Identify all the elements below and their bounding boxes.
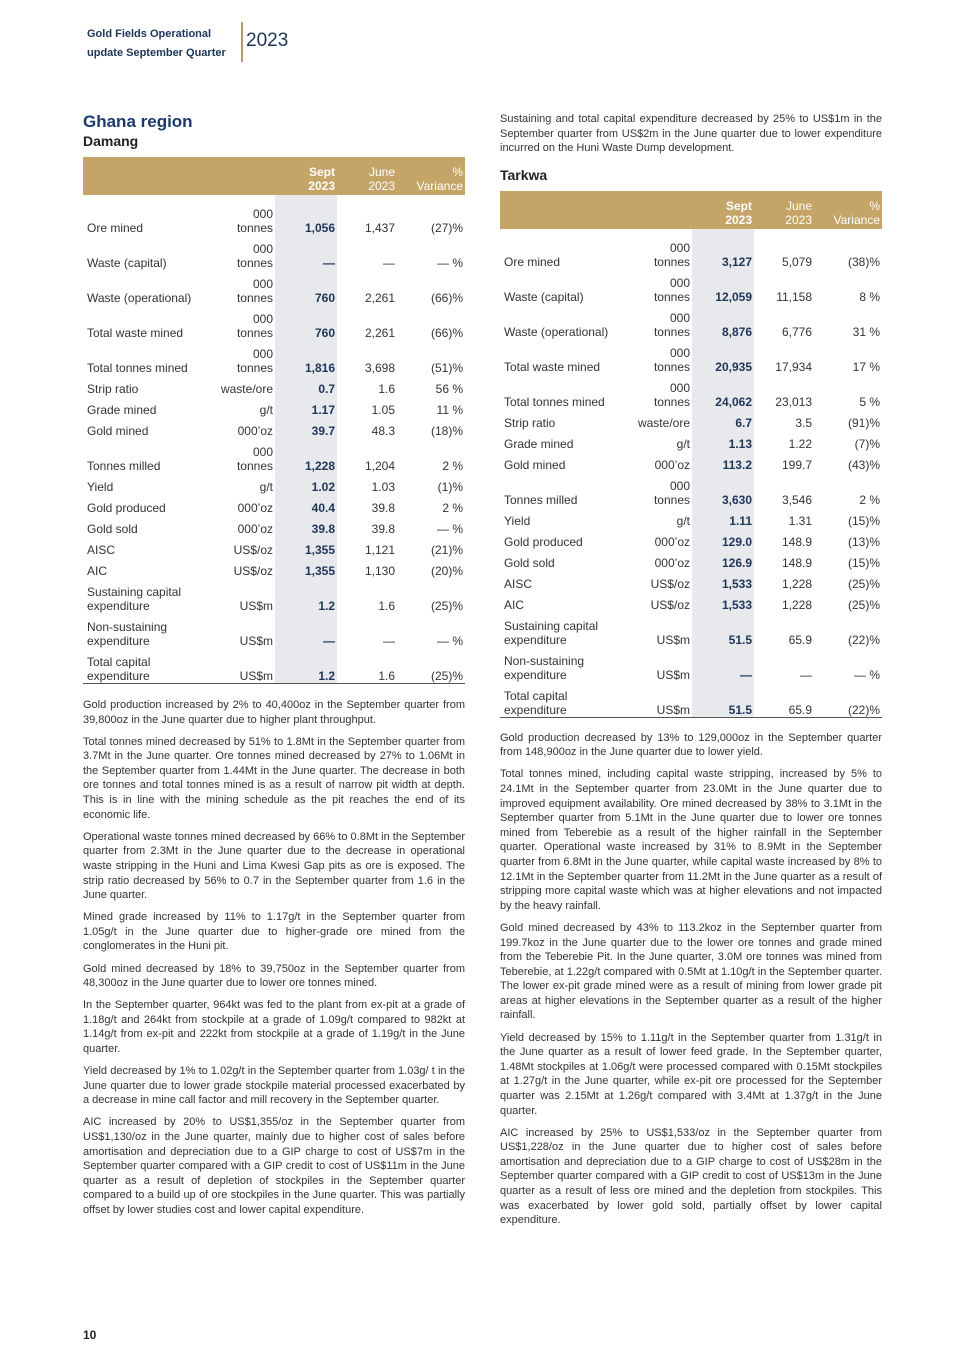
row-variance: 11 % (436, 403, 463, 417)
region-title: Ghana region (83, 112, 193, 131)
row-unit: 000 tonnes (653, 380, 690, 409)
row-unit: 000 tonnes (653, 478, 690, 507)
row-sept-value: 8,876 (692, 304, 754, 339)
row-sept-value: 3,630 (692, 472, 754, 507)
row-sept-value: — (275, 613, 337, 648)
row-sept-value: 0.7 (275, 375, 337, 396)
row-june-value: 1,130 (364, 564, 395, 578)
row-sept-value: 12,059 (692, 269, 754, 304)
row-june-value: — (383, 256, 395, 270)
table-row (83, 417, 465, 438)
page-number: 10 (83, 1328, 97, 1342)
row-june-value: 39.8 (371, 501, 395, 515)
row-variance: 17 % (852, 359, 880, 374)
table-row (83, 235, 465, 270)
row-june-value: 17,934 (775, 359, 812, 374)
row-label: Ore mined (87, 221, 144, 235)
table-row (83, 438, 465, 473)
row-sept-value: 1,228 (275, 438, 337, 473)
row-variance: (25)% (397, 648, 465, 684)
row-unit: 000 tonnes (236, 277, 273, 305)
col-header-sept: Sept 2023 (692, 191, 754, 229)
row-sept-value: 1,533 (692, 591, 754, 612)
row-unit: g/t (676, 513, 690, 528)
table-row (83, 375, 465, 396)
row-unit: 000’oz (654, 457, 690, 472)
row-june-value: 39.8 (371, 522, 395, 536)
row-label: AISC (87, 543, 116, 557)
row-sept-value: 760 (275, 305, 337, 340)
tarkwa-commentary (500, 731, 882, 1228)
row-label: Total capital expenditure (500, 682, 630, 718)
row-june-value: — (383, 634, 395, 648)
row-sept-value: 1,056 (275, 200, 337, 235)
row-label: AIC (504, 597, 525, 612)
row-june-value: 48.3 (371, 424, 395, 438)
row-variance: (20)% (430, 564, 463, 578)
row-label: Grade mined (504, 436, 574, 451)
row-june-value: 1.6 (378, 599, 395, 613)
paragraph: Total tonnes mined decreased by 51% to 1.8Mt in the September quarter from 3.7Mt in the June quarter. Ore tonnes mined decreased by 27% to 1.06Mt in the September quarter from 1.44Mt in the June quarter. The decrease in both ore tonnes and total tonnes mined is as a result of narrow pit width at depth. This is in line with the mining schedule as the pit reaches the end of its economic life. (83, 735, 465, 821)
row-variance: (66)% (430, 326, 463, 340)
row-label: Tonnes milled (504, 492, 578, 507)
row-sept-value: 6.7 (692, 409, 754, 430)
row-sept-value: 39.7 (275, 417, 337, 438)
damang-commentary (83, 698, 465, 1218)
row-label: Gold mined (504, 457, 566, 472)
row-label: Gold produced (87, 501, 166, 515)
table-row (500, 472, 882, 507)
row-label: Waste (operational) (87, 291, 192, 305)
row-label: Gold mined (87, 424, 149, 438)
row-sept-value: 1,355 (275, 557, 337, 578)
row-june-value: 1.6 (378, 382, 395, 396)
row-unit: waste/ore (637, 415, 690, 430)
paragraph: Mined grade increased by 11% to 1.17g/t in the September quarter from 1.05g/t in the June quarter due to higher-grade ore mined from the conglomerates in the Huni pit. (83, 911, 465, 953)
row-variance: (51)% (430, 361, 463, 375)
col-header-variance: % Variance (814, 191, 882, 229)
row-sept-value: 1,355 (275, 536, 337, 557)
tarkwa-table (500, 191, 882, 718)
row-sept-value: 113.2 (692, 451, 754, 472)
row-variance: (91)% (847, 415, 880, 430)
row-june-value: 23,013 (775, 394, 812, 409)
paragraph: Yield decreased by 1% to 1.02g/t in the September quarter from 1.03g/ t in the June quarter due to lower grade stockpile material processed exacerbated by a decrease in mine call factor and mill recovery in the September quarter. (83, 1065, 465, 1107)
row-variance: (25)% (430, 599, 463, 613)
table-row (500, 647, 882, 682)
row-variance: — % (436, 256, 463, 270)
row-variance: (1)% (437, 480, 463, 494)
row-june-value: 148.9 (781, 555, 812, 570)
row-label: Non-sustaining expenditure (504, 653, 585, 682)
row-unit: 000 tonnes (236, 445, 273, 473)
row-june-value: 199.7 (781, 457, 812, 472)
row-sept-value: 51.5 (692, 612, 754, 647)
row-june-value: 3,698 (364, 361, 395, 375)
tarkwa-title: Tarkwa (500, 166, 548, 183)
table-row (500, 374, 882, 409)
row-sept-value: 1.13 (692, 430, 754, 451)
table-row (500, 269, 882, 304)
row-variance: (7)% (854, 436, 880, 451)
row-unit: g/t (676, 436, 690, 451)
row-unit: 000’oz (237, 424, 273, 438)
row-unit: 000’oz (654, 534, 690, 549)
row-label: Waste (operational) (504, 324, 609, 339)
row-unit: 000’oz (237, 501, 273, 515)
row-label: Strip ratio (504, 415, 556, 430)
row-variance: (27)% (430, 221, 463, 235)
row-variance: (66)% (430, 291, 463, 305)
row-variance: (38)% (847, 254, 880, 269)
tarkwa-table-body (500, 229, 882, 718)
row-unit: US$/oz (233, 543, 273, 557)
row-variance: (22)% (847, 632, 880, 647)
row-variance: — % (436, 634, 463, 648)
paragraph: Gold mined decreased by 18% to 39,750oz in the September quarter from 48,300oz in the June quarter due to lower ore tonnes mined. (83, 962, 465, 990)
row-sept-value: 39.8 (275, 515, 337, 536)
row-june-value: 2,261 (364, 291, 395, 305)
row-label: Gold produced (504, 534, 583, 549)
table-row (500, 591, 882, 612)
paragraph: AIC increased by 25% to US$1,533/oz in the September quarter from US$1,228/oz in the June quarter due to higher cost of sales before amortisation and depreciation due to a GIP charge to cost of US$28m in the September quarter compared with a GIP credit to cost of US$13m in the June quarter as a result of less ore mined and the depletion from stockpiles. This was exacerbated by lower gold sold, partially offset by lower capital expenditure. (500, 1126, 882, 1227)
row-variance: (18)% (430, 424, 463, 438)
row-sept-value: 126.9 (692, 549, 754, 570)
row-variance: — % (853, 667, 880, 682)
table-row (83, 270, 465, 305)
row-label: Total tonnes mined (504, 394, 605, 409)
row-unit: 000 tonnes (653, 275, 690, 304)
row-label: Gold sold (87, 522, 138, 536)
row-label: Waste (capital) (504, 289, 584, 304)
row-june-value: 11,158 (776, 289, 812, 304)
row-label: Strip ratio (87, 382, 139, 396)
table-row (500, 409, 882, 430)
row-variance: 2 % (442, 501, 463, 515)
row-label: Ore mined (504, 254, 561, 269)
table-row (500, 570, 882, 591)
row-sept-value: 40.4 (275, 494, 337, 515)
row-sept-value: 1.17 (275, 396, 337, 417)
table-row (83, 613, 465, 648)
paragraph: In the September quarter, 964kt was fed to the plant from ex-pit at a grade of 1.18g/t and 264kt from stockpile at a grade of 1.09g/t compared to 982kt at 1.14g/t from ex-pit and 222kt from stockpile at a grade of 1.19g/t in the June quarter. (83, 999, 465, 1055)
row-june-value: 1.22 (788, 436, 812, 451)
left-column (83, 112, 465, 1225)
row-sept-value: 1.2 (275, 648, 337, 684)
row-label: Total waste mined (87, 326, 184, 340)
row-unit: 000 tonnes (236, 242, 273, 270)
paragraph: AIC increased by 20% to US$1,355/oz in the September quarter from US$1,130/oz in the June quarter, mainly due to higher cost of sales before amortisation and depreciation due to a GIP charge to cost of US$7m in the September quarter compared with a GIP credit to cost of US$11m in the June quarter as a result of depletion of stockpiles in the September quarter compared to a build up of ore stockpiles in the June quarter. This was partially offset by lower studies cost and lower capital expenditure. (83, 1116, 465, 1216)
row-label: Sustaining capital expenditure (87, 585, 182, 613)
col-header-sept: Sept 2023 (275, 157, 337, 195)
row-unit: 000 tonnes (236, 207, 273, 235)
row-unit: US$m (656, 667, 690, 682)
row-unit: waste/ore (220, 382, 273, 396)
paragraph: Gold production increased by 2% to 40,400oz in the September quarter from 39,800oz in the June quarter due to higher plant throughput. (83, 699, 465, 726)
paragraph: Operational waste tonnes mined decreased by 66% to 0.8Mt in the September quarter from 2.3Mt in the June quarter due to the decrease in operational waste stripping in the Huni and Lima Kwesi Gap pits as ore is exposed. The strip ratio decreased by 56% to 0.7 in the September quarter from 1.6 in the June quarter. (83, 830, 465, 902)
paragraph: Yield decreased by 15% to 1.11g/t in the September quarter from 1.31g/t in the June quarter as a result of lower feed grade. In the September quarter, 1.48Mt stockpiles at 1.06g/t were processed compared with 0.15Mt stockpiles at 1.27g/t in the June quarter, while ex-pit ore processed for the September quarter was 2.15Mt at 1.26g/t compared with 3.4Mt at 1.37g/t in the June quarter. (500, 1031, 882, 1117)
row-sept-value: 1,533 (692, 570, 754, 591)
row-variance: 31 % (852, 324, 880, 339)
row-variance: 2 % (859, 492, 880, 507)
row-label: Total tonnes mined (87, 361, 188, 375)
row-june-value: 1,228 (781, 576, 812, 591)
table-row (500, 451, 882, 472)
table-row (500, 612, 882, 647)
col-header-variance: % Variance (397, 157, 465, 195)
row-june-value: 1.03 (371, 480, 395, 494)
row-unit: g/t (259, 403, 273, 417)
row-june-value: 3,546 (781, 492, 812, 507)
row-label: AIC (87, 564, 108, 578)
row-unit: US$/oz (233, 564, 273, 578)
damang-title: Damang (83, 133, 139, 149)
row-label: Tonnes milled (87, 459, 161, 473)
row-june-value: 5,079 (781, 254, 812, 269)
row-unit: 000’oz (237, 522, 273, 536)
row-unit: 000 tonnes (653, 345, 690, 374)
row-sept-value: 3,127 (692, 234, 754, 269)
header-company-line2: update September Quarter (87, 47, 226, 59)
row-unit: 000 tonnes (236, 312, 273, 340)
row-label: Yield (504, 513, 531, 528)
paragraph: Gold production decreased by 13% to 129,000oz in the September quarter from 148,900oz in the June quarter due to lower yield. (500, 731, 882, 759)
row-variance: (43)% (847, 457, 880, 472)
header-company (87, 25, 237, 63)
table-row (83, 648, 465, 684)
table-row (83, 494, 465, 515)
right-column (500, 112, 882, 1235)
col-header-june: June 2023 (754, 191, 814, 229)
row-label: Grade mined (87, 403, 157, 417)
row-unit: 000’oz (654, 555, 690, 570)
table-row (500, 528, 882, 549)
row-sept-value: 1.11 (692, 507, 754, 528)
row-variance: (22)% (814, 682, 882, 718)
row-june-value: 6,776 (781, 324, 812, 339)
row-june-value: 1.6 (337, 648, 397, 684)
row-unit: US$m (239, 599, 273, 613)
damang-table-body (83, 195, 465, 684)
header-company-line1: Gold Fields Operational (87, 28, 212, 40)
row-sept-value: — (692, 647, 754, 682)
row-unit: 000 tonnes (653, 310, 690, 339)
row-sept-value: 51.5 (692, 682, 754, 718)
table-row (500, 304, 882, 339)
row-unit: 000 tonnes (236, 347, 273, 375)
row-sept-value: 1.02 (275, 473, 337, 494)
table-row (83, 536, 465, 557)
row-june-value: 1,228 (781, 597, 812, 612)
row-variance: (13)% (847, 534, 880, 549)
row-variance: (25)% (847, 576, 880, 591)
row-label: Non-sustaining expenditure (87, 620, 168, 648)
row-sept-value: 1.2 (275, 578, 337, 613)
row-june-value: 1,204 (364, 459, 395, 473)
row-variance: 5 % (859, 394, 880, 409)
row-sept-value: 760 (275, 270, 337, 305)
table-row (83, 200, 465, 235)
table-row (83, 473, 465, 494)
table-row (500, 234, 882, 269)
table-row (83, 305, 465, 340)
table-row (500, 339, 882, 374)
row-unit: US$m (656, 632, 690, 647)
row-june-value: — (800, 667, 812, 682)
row-variance: (15)% (847, 555, 880, 570)
row-unit: US$m (239, 634, 273, 648)
paragraph: Total tonnes mined, including capital waste stripping, increased by 5% to 24.1Mt in the September quarter from 23.0Mt in the June quarter due to improved equipment availability. Ore mined decreased by 38% to 3.1Mt in the September quarter from 5.1Mt in the June quarter due to lower ore tonnes mined from Teberebie as a result of the higher rainfall in the September quarter. Operational waste increased by 31% to 8.9Mt in the September quarter from 6.8Mt in the June quarter, while capital waste increased by 8% to 12.1Mt in the September quarter from 11.2Mt in the June quarter as a result of stripping more capital waste which was at higher elevations and not impacted by the heavy rainfall. (500, 768, 882, 912)
row-sept-value: — (275, 235, 337, 270)
table-header-row (83, 157, 465, 195)
row-label: Gold sold (504, 555, 555, 570)
table-row (83, 396, 465, 417)
row-variance: 2 % (442, 459, 463, 473)
row-june-value: 1,437 (364, 221, 395, 235)
row-unit: 000 tonnes (653, 240, 690, 269)
row-sept-value: 129.0 (692, 528, 754, 549)
row-june-value: 1.31 (788, 513, 812, 528)
table-row (83, 557, 465, 578)
row-june-value: 65.9 (788, 632, 812, 647)
row-sept-value: 24,062 (692, 374, 754, 409)
row-label: Total waste mined (504, 359, 601, 374)
header-year: 2023 (246, 30, 289, 51)
row-unit: US$/oz (650, 576, 690, 591)
row-variance: (15)% (847, 513, 880, 528)
row-variance: (21)% (430, 543, 463, 557)
row-unit: US$m (213, 648, 275, 684)
row-variance: 56 % (435, 382, 463, 396)
paragraph: Gold mined decreased by 43% to 113.2koz in the September quarter from 199.7koz in the June quarter due to the lower ore tonnes and grade mined from the Teberebie Pit. In the June quarter, 3.0M ore tonnes was mined from Teberebie, at 1.22g/t compared with 0.5Mt at 1.10g/t in the September quarter. The lower ex-pit grade mined were as a result of mining from lower grade pit areas at higher elevations in the September quarter as a result of the higher rainfall. (500, 921, 882, 1022)
table-row (83, 515, 465, 536)
row-label: Sustaining capital expenditure (504, 618, 599, 647)
header-divider (241, 22, 243, 62)
table-row (500, 549, 882, 570)
row-label: Waste (capital) (87, 256, 167, 270)
table-row (83, 578, 465, 613)
row-label: Total capital expenditure (83, 648, 213, 684)
row-june-value: 1,121 (364, 543, 395, 557)
table-header-row (500, 191, 882, 229)
row-unit: US$/oz (650, 597, 690, 612)
table-row (83, 340, 465, 375)
row-june-value: 1.05 (371, 403, 395, 417)
row-june-value: 65.9 (754, 682, 814, 718)
row-unit: US$m (630, 682, 692, 718)
table-row (500, 682, 882, 718)
row-sept-value: 1,816 (275, 340, 337, 375)
damang-capex-paragraph: Sustaining and total capital expenditure decreased by 25% to US$1m in the September quarter from US$2m in the June quarter due to lower expenditure incurred on the Huni Waste Dump development. (500, 113, 882, 155)
table-row (500, 430, 882, 451)
row-june-value: 2,261 (364, 326, 395, 340)
row-variance: 8 % (859, 289, 880, 304)
row-sept-value: 20,935 (692, 339, 754, 374)
row-variance: (25)% (847, 597, 880, 612)
row-june-value: 148.9 (781, 534, 812, 549)
row-label: AISC (504, 576, 533, 591)
row-june-value: 3.5 (795, 415, 812, 430)
table-row (500, 507, 882, 528)
row-label: Yield (87, 480, 114, 494)
col-header-june: June 2023 (337, 157, 397, 195)
damang-table (83, 157, 465, 684)
row-unit: g/t (259, 480, 273, 494)
row-variance: — % (436, 522, 463, 536)
